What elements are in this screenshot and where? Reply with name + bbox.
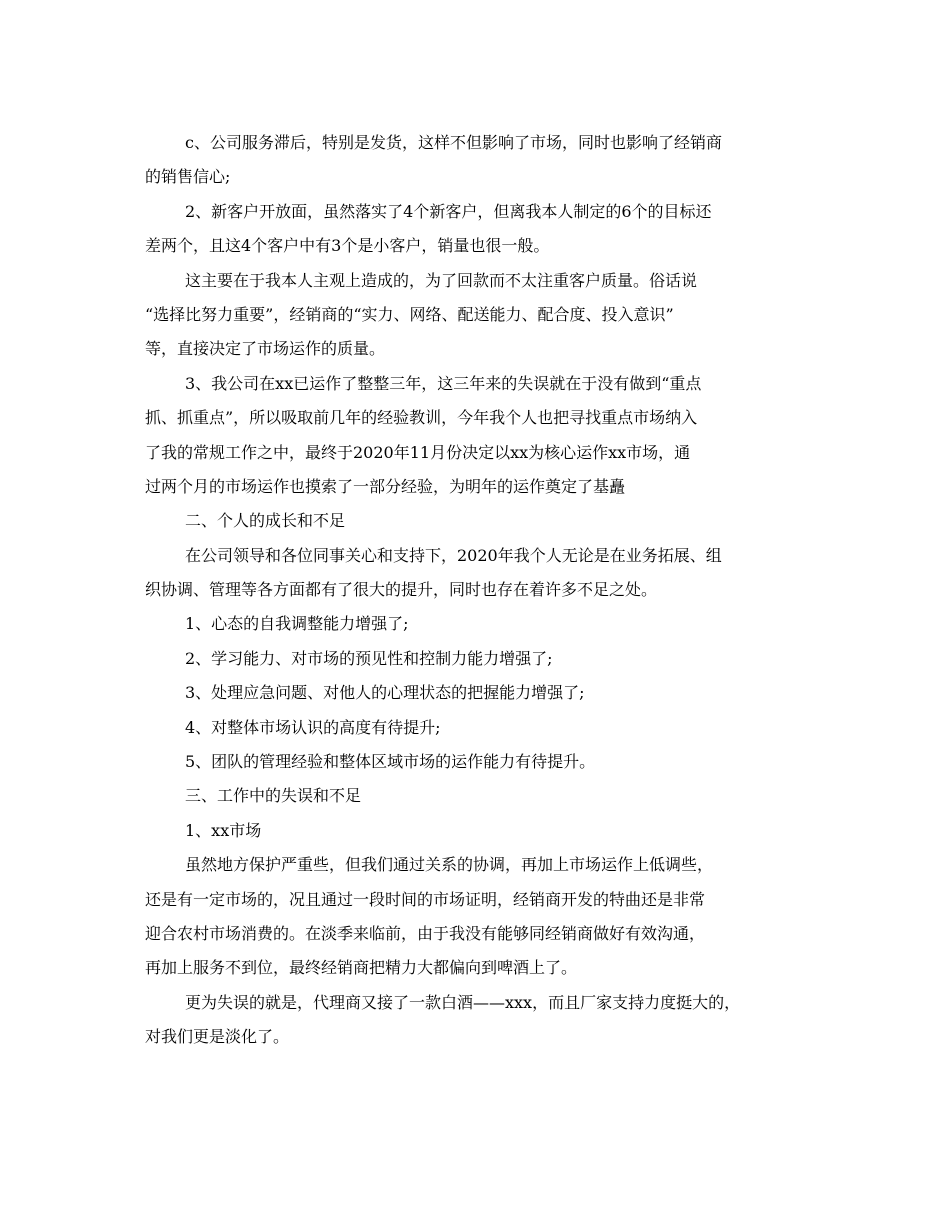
section-heading: 二、个人的成长和不足 [185,511,346,531]
text-line: 织协调、管理等各方面都有了很大的提升，同时也存在着许多不足之处。 [145,580,658,600]
text-line: “选择比努力重要”，经销商的“实力、网络、配送能力、配合度、投入意识” [145,304,674,324]
text-line: 2、新客户开放面，虽然落实了4个新客户，但离我本人制定的6个的目标还 [185,201,712,221]
text-line: 虽然地方保护严重些，但我们通过关系的协调，再加上市场运作上低调些， [185,855,714,875]
text-line: 还是有一定市场的，况且通过一段时间的市场证明，经销商开发的特曲还是非常 [145,889,706,909]
text-line: 在公司领导和各位同事关心和支持下，2020年我个人无论是在业务拓展、组 [185,545,722,565]
section-heading: 三、工作中的失误和不足 [185,786,362,806]
text-line: 再加上服务不到位，最终经销商把精力大都偏向到啤酒上了。 [145,958,578,978]
document-body [145,126,825,1055]
text-line: 的销售信心; [145,167,231,187]
list-item: 3、处理应急问题、对他人的心理状态的把握能力增强了; [185,683,585,703]
list-item: 5、团队的管理经验和整体区域市场的运作能力有待提升。 [185,752,596,772]
subsection-heading: 1、xx市场 [185,820,262,840]
text-line: 3、我公司在xx已运作了整整三年，这三年来的失误就在于没有做到“重点 [185,373,702,393]
text-line: 过两个月的市场运作也摸索了一部分经验，为明年的运作奠定了基矗 [145,476,626,496]
text-line: 差两个，且这4个客户中有3个是小客户，销量也很一般。 [145,236,550,256]
list-item: 1、心态的自我调整能力增强了; [185,614,409,634]
text-line: 对我们更是淡化了。 [145,1027,290,1047]
text-line: 了我的常规工作之中，最终于2020年11月份决定以xx为核心运作xx市场，通 [145,442,691,462]
text-line: 更为失误的就是，代理商又接了一款白酒——xxx，而且厂家支持力度挺大的， [185,992,741,1012]
text-line: 这主要在于我本人主观上造成的，为了回款而不太注重客户质量。俗话说 [185,270,698,290]
text-line: c、公司服务滞后，特别是发货，这样不但影响了市场，同时也影响了经销商 [185,133,722,152]
list-item: 4、对整体市场认识的高度有待提升; [185,717,441,737]
text-line: 迎合农村市场消费的。在淡季来临前，由于我没有能够同经销商做好有效沟通， [145,923,706,943]
text-line: 抓、抓重点”，所以吸取前几年的经验教训，今年我个人也把寻找重点市场纳入 [145,408,698,428]
text-line: 等，直接决定了市场运作的质量。 [145,339,386,359]
list-item: 2、学习能力、对市场的预见性和控制力能力增强了; [185,648,553,668]
